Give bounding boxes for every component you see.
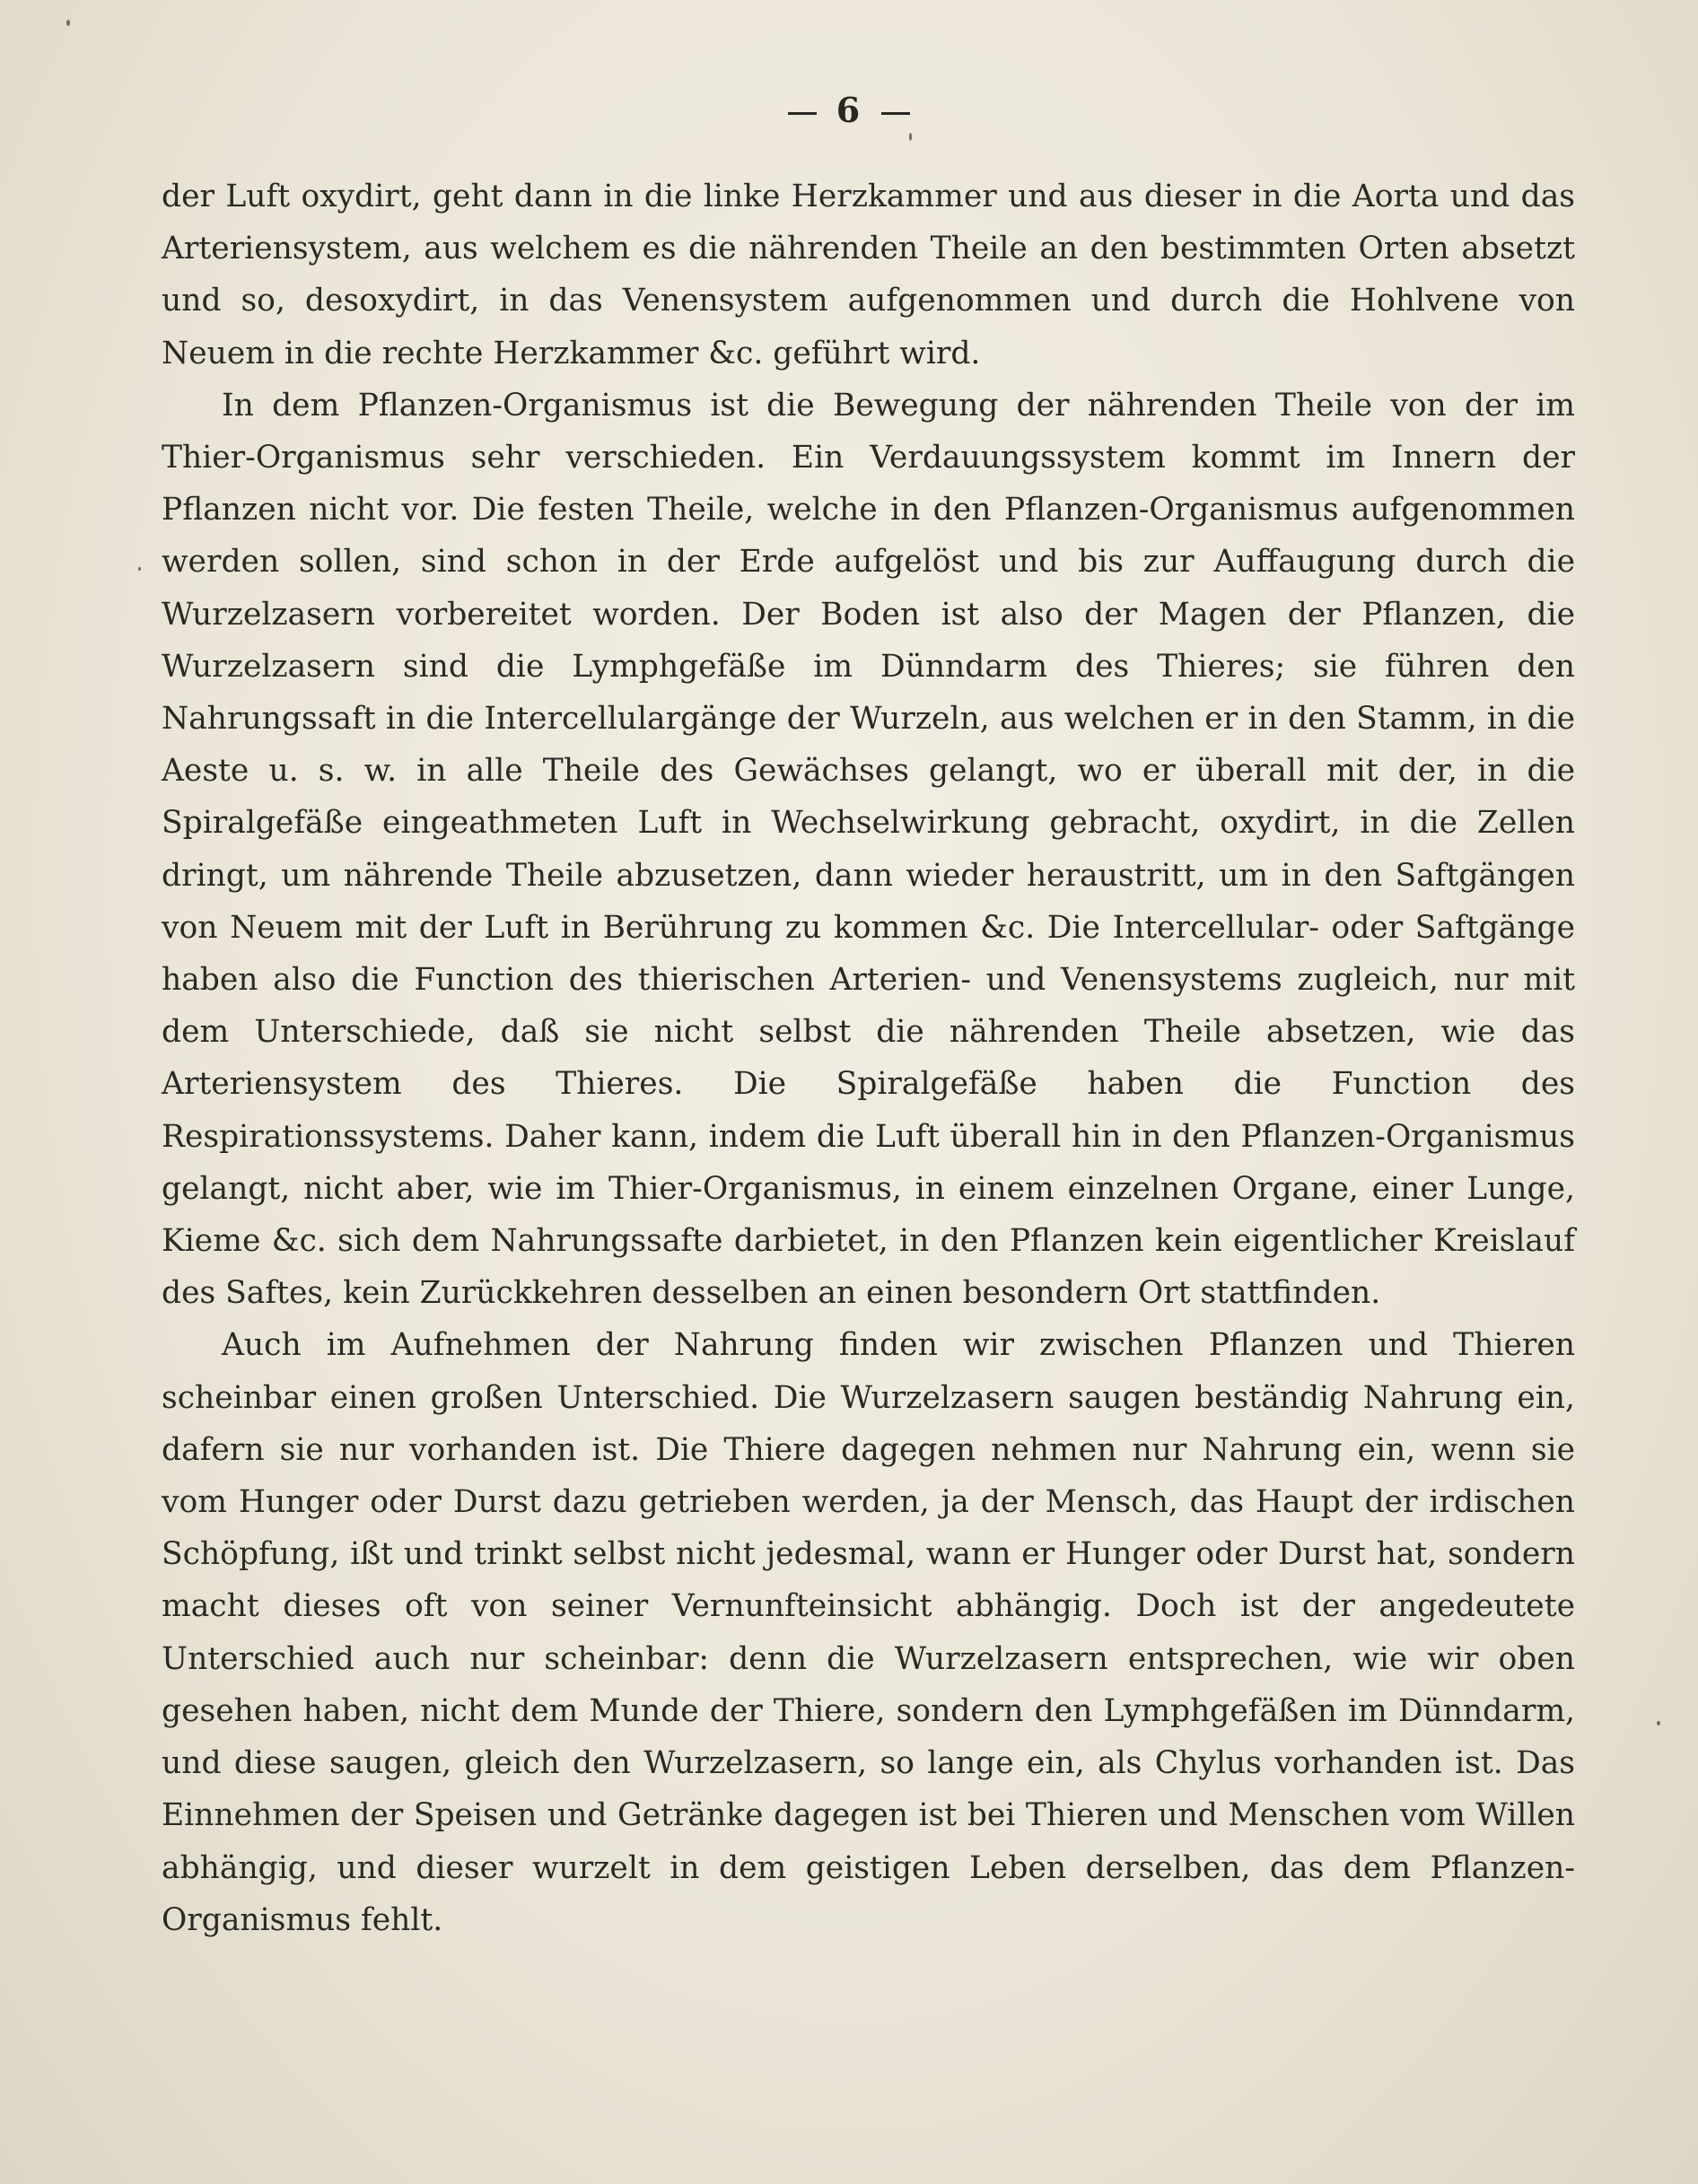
paper-speck: [138, 567, 141, 571]
paper-speck: [66, 20, 70, 26]
page-number-value: 6: [836, 90, 862, 130]
left-dash: [788, 112, 817, 115]
right-dash: [881, 112, 910, 115]
paragraph-2: In dem Pflanzen-Organismus ist die Bewegung der nährenden Theile von der im Thier-Organismus sehr verschieden. Ein Verdauungssystem kommt im Innern der Pflanzen nicht vor. Die festen Theile, welche in den Pflanzen-Organismus aufgenommen werden sollen, sind schon in der Erde aufgelöst und bis zur Auffaugung durch die Wurzelzasern vorbereitet worden. Der Boden ist also der Magen der Pflanzen, die Wurzelzasern sind die Lymphgefäße im Dünndarm des Thieres; sie führen den Nahrungssaft in die Intercellulargänge der Wurzeln, aus welchen er in den Stamm, in die Aeste u. s. w. in alle Theile des Gewächses gelangt, wo er überall mit der, in die Spiralgefäße eingeathmeten Luft in Wechselwirkung gebracht, oxydirt, in die Zellen dringt, um nährende Theile abzusetzen, dann wieder heraustritt, um in den Saftgängen von Neuem mit der Luft in Berührung zu kommen &c. Die Intercellular- oder Saftgänge haben also die Function des thierischen Arterien- und Venensystems zugleich, nur mit dem Unterschiede, daß sie nicht selbst die nährenden Theile absetzen, wie das Arteriensystem des Thieres. Die Spiralgefäße haben die Function des Respirationssystems. Daher kann, indem die Luft überall hin in den Pflanzen-Organismus gelangt, nicht aber, wie im Thier-Organismus, in einem einzelnen Organe, einer Lunge, Kieme &c. sich dem Nahrungssafte darbietet, in den Pflanzen kein eigentlicher Kreislauf des Saftes, kein Zurückkehren desselben an einen besondern Ort stattfinden.: [162, 387, 1575, 1312]
paper-speck: [909, 133, 912, 141]
body-text: [162, 170, 1575, 1946]
paragraph-1: der Luft oxydirt, geht dann in die linke Herzkammer und aus dieser in die Aorta und das Arteriensystem, aus welchem es die nährenden Theile an den bestimmten Orten absetzt und so, desoxydirt, in das Venensystem aufgenommen und durch die Hohlvene von Neuem in die rechte Herzkammer &c. geführt wird.: [162, 179, 1575, 371]
paper-speck: [1657, 1721, 1660, 1725]
paragraph-3: Auch im Aufnehmen der Nahrung finden wir zwischen Pflanzen und Thieren scheinbar einen großen Unterschied. Die Wurzelzasern saugen beständig Nahrung ein, dafern sie nur vorhanden ist. Die Thiere dagegen nehmen nur Nahrung ein, wenn sie vom Hunger oder Durst dazu getrieben werden, ja der Mensch, das Haupt der irdischen Schöpfung, ißt und trinkt selbst nicht jedesmal, wann er Hunger oder Durst hat, sondern macht dieses oft von seiner Vernunfteinsicht abhängig. Doch ist der angedeutete Unterschied auch nur scheinbar: denn die Wurzelzasern entsprechen, wie wir oben gesehen haben, nicht dem Munde der Thiere, sondern den Lymphgefäßen im Dünndarm, und diese saugen, gleich den Wurzelzasern, so lange ein, als Chylus vorhanden ist. Das Einnehmen der Speisen und Getränke dagegen ist bei Thieren und Menschen vom Willen abhängig, und dieser wurzelt in dem geistigen Leben derselben, das dem Pflanzen-Organismus fehlt.: [162, 1327, 1575, 1938]
page-number: [0, 90, 1698, 130]
